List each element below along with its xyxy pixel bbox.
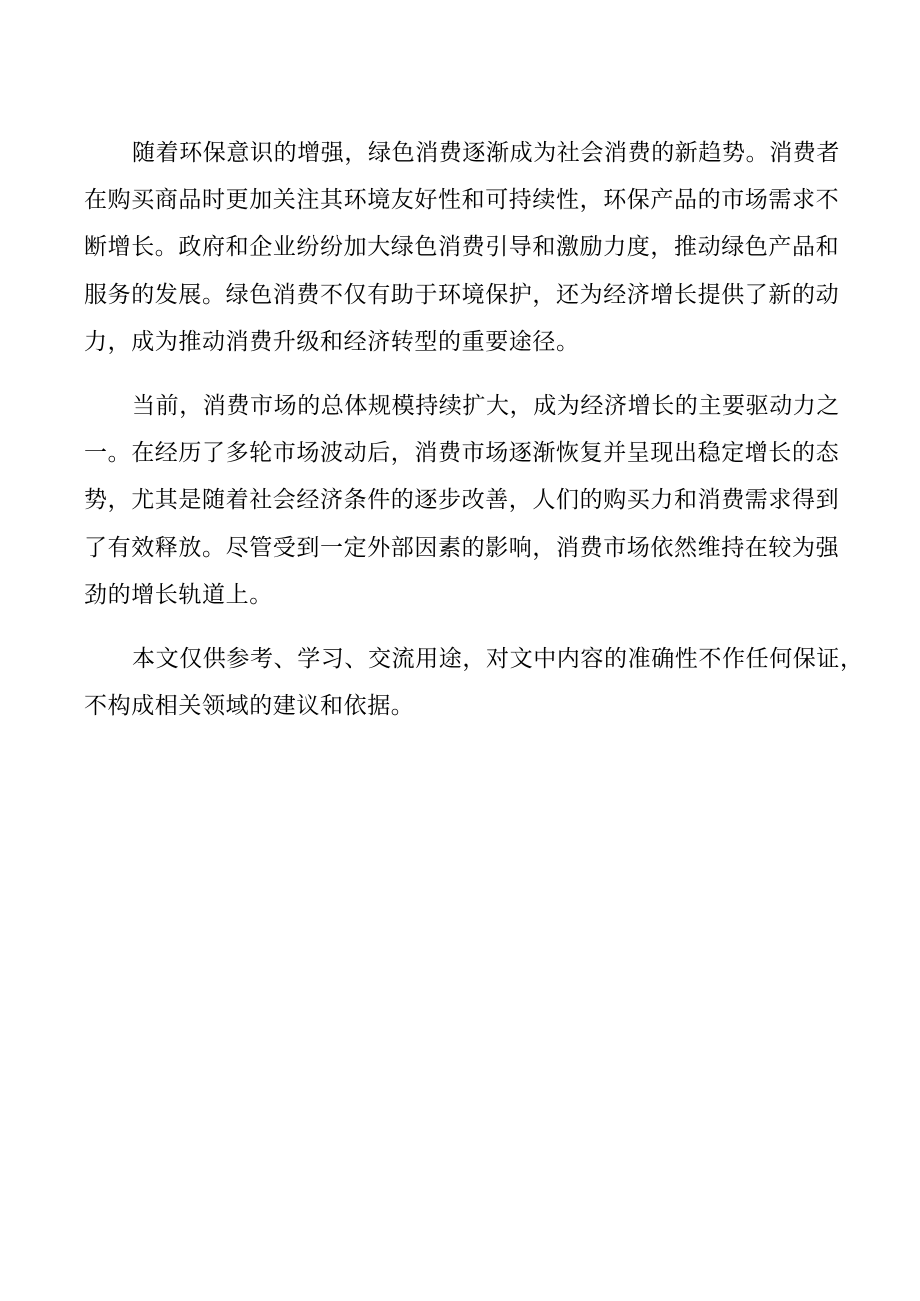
paragraph-line: 在购买商品时更加关注其环境友好性和可持续性，环保产品的市场需求不 (84, 187, 840, 214)
paragraph-line: 力，成为推动消费升级和经济转型的重要途径。 (84, 328, 580, 355)
paragraph-line: 了有效释放。尽管受到一定外部因素的影响，消费市场依然维持在较为强 (84, 534, 840, 561)
paragraph-line: 不构成相关领域的建议和依据。 (84, 693, 415, 720)
paragraph-line: 一。在经历了多轮市场波动后，消费市场逐渐恢复并呈现出稳定增长的态 (84, 440, 840, 467)
paragraph-market-scale (84, 383, 840, 619)
paragraph-line: 随着环保意识的增强，绿色消费逐渐成为社会消费的新趋势。消费者 (132, 140, 840, 166)
paragraph-line: 劲的增长轨道上。 (84, 581, 273, 608)
paragraph-disclaimer (84, 636, 864, 730)
paragraph-line: 本文仅供参考、学习、交流用途，对文中内容的准确性不作任何保证， (132, 646, 864, 673)
paragraph-line: 当前，消费市场的总体规模持续扩大，成为经济增长的主要驱动力之 (132, 393, 840, 420)
paragraph-line: 断增长。政府和企业纷纷加大绿色消费引导和激励力度，推动绿色产品和 (84, 234, 840, 261)
paragraph-line: 势，尤其是随着社会经济条件的逐步改善，人们的购买力和消费需求得到 (84, 487, 840, 514)
paragraph-green-consumption (84, 130, 840, 366)
paragraph-line: 服务的发展。绿色消费不仅有助于环境保护，还为经济增长提供了新的动 (84, 281, 840, 308)
document-body (84, 130, 864, 730)
